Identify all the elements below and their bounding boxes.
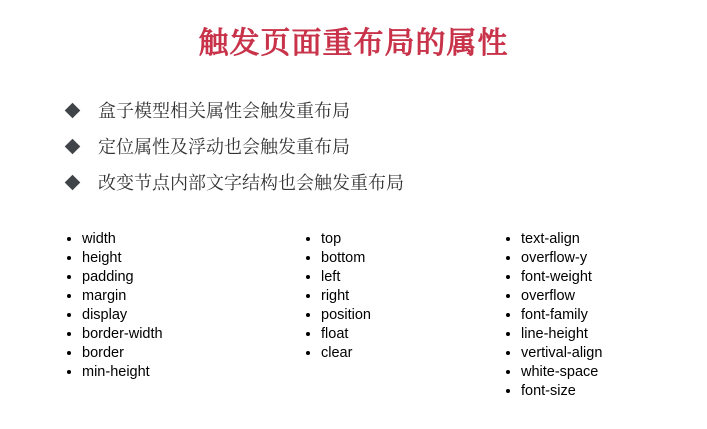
- summary-bullet-text: 定位属性及浮动也会触发重布局: [98, 137, 350, 158]
- property-item: [67, 324, 163, 343]
- property-item: [67, 286, 163, 305]
- diamond-bullet-icon: [65, 174, 81, 190]
- property-item: [506, 343, 602, 362]
- diamond-bullet-icon: [65, 102, 81, 118]
- property-item: [306, 248, 371, 267]
- property-item: [306, 267, 371, 286]
- property-column-positioning: [306, 229, 371, 362]
- summary-bullet-text: 盒子模型相关属性会触发重布局: [98, 101, 350, 122]
- dot-bullet-icon: [67, 313, 71, 317]
- dot-bullet-icon: [306, 332, 310, 336]
- property-item: [506, 248, 602, 267]
- summary-bullet-item: [64, 92, 404, 128]
- property-name: top: [321, 230, 342, 247]
- slide-title: 触发页面重布局的属性: [198, 26, 509, 61]
- property-item: [67, 343, 163, 362]
- property-name: white-space: [521, 363, 599, 380]
- dot-bullet-icon: [506, 370, 510, 374]
- dot-bullet-icon: [67, 370, 71, 374]
- property-item: [67, 229, 163, 248]
- dot-bullet-icon: [306, 294, 310, 298]
- property-name: display: [82, 306, 128, 323]
- property-name: line-height: [521, 325, 588, 342]
- dot-bullet-icon: [67, 275, 71, 279]
- property-item: [306, 229, 371, 248]
- summary-bullet-list: [64, 92, 404, 200]
- property-column-box-model: [67, 229, 163, 381]
- dot-bullet-icon: [306, 275, 310, 279]
- dot-bullet-icon: [506, 256, 510, 260]
- dot-bullet-icon: [306, 313, 310, 317]
- property-item: [67, 362, 163, 381]
- property-name: border-width: [82, 325, 163, 342]
- property-name: font-weight: [521, 268, 592, 285]
- dot-bullet-icon: [67, 237, 71, 241]
- property-name: margin: [82, 287, 127, 304]
- property-name: overflow: [521, 287, 575, 304]
- property-item: [306, 286, 371, 305]
- diamond-bullet-icon: [65, 138, 81, 154]
- dot-bullet-icon: [67, 294, 71, 298]
- property-item: [67, 267, 163, 286]
- dot-bullet-icon: [506, 294, 510, 298]
- property-name: float: [321, 325, 349, 342]
- property-name: width: [82, 230, 116, 247]
- dot-bullet-icon: [506, 351, 510, 355]
- property-item: [306, 343, 371, 362]
- property-item: [306, 305, 371, 324]
- property-name: padding: [82, 268, 134, 285]
- property-name: vertival-align: [521, 344, 603, 361]
- property-item: [506, 286, 602, 305]
- dot-bullet-icon: [67, 351, 71, 355]
- property-item: [506, 381, 602, 400]
- property-name: font-family: [521, 306, 588, 323]
- property-name: min-height: [82, 363, 150, 380]
- summary-bullet-item: [64, 164, 404, 200]
- property-column-text: [506, 229, 602, 400]
- property-item: [67, 305, 163, 324]
- dot-bullet-icon: [506, 313, 510, 317]
- property-name: clear: [321, 344, 353, 361]
- dot-bullet-icon: [306, 237, 310, 241]
- dot-bullet-icon: [67, 332, 71, 336]
- summary-bullet-text: 改变节点内部文字结构也会触发重布局: [98, 173, 404, 194]
- property-name: text-align: [521, 230, 580, 247]
- dot-bullet-icon: [506, 237, 510, 241]
- property-item: [306, 324, 371, 343]
- dot-bullet-icon: [306, 256, 310, 260]
- property-name: overflow-y: [521, 249, 588, 266]
- property-name: left: [321, 268, 341, 285]
- property-name: bottom: [321, 249, 366, 266]
- dot-bullet-icon: [306, 351, 310, 355]
- property-name: position: [321, 306, 371, 323]
- property-item: [506, 362, 602, 381]
- summary-bullet-item: [64, 128, 404, 164]
- dot-bullet-icon: [506, 389, 510, 393]
- property-item: [67, 248, 163, 267]
- dot-bullet-icon: [506, 332, 510, 336]
- property-item: [506, 324, 602, 343]
- property-name: height: [82, 249, 122, 266]
- property-name: right: [321, 287, 350, 304]
- property-item: [506, 229, 602, 248]
- property-name: border: [82, 344, 124, 361]
- property-item: [506, 305, 602, 324]
- property-item: [506, 267, 602, 286]
- dot-bullet-icon: [506, 275, 510, 279]
- property-name: font-size: [521, 382, 576, 399]
- dot-bullet-icon: [67, 256, 71, 260]
